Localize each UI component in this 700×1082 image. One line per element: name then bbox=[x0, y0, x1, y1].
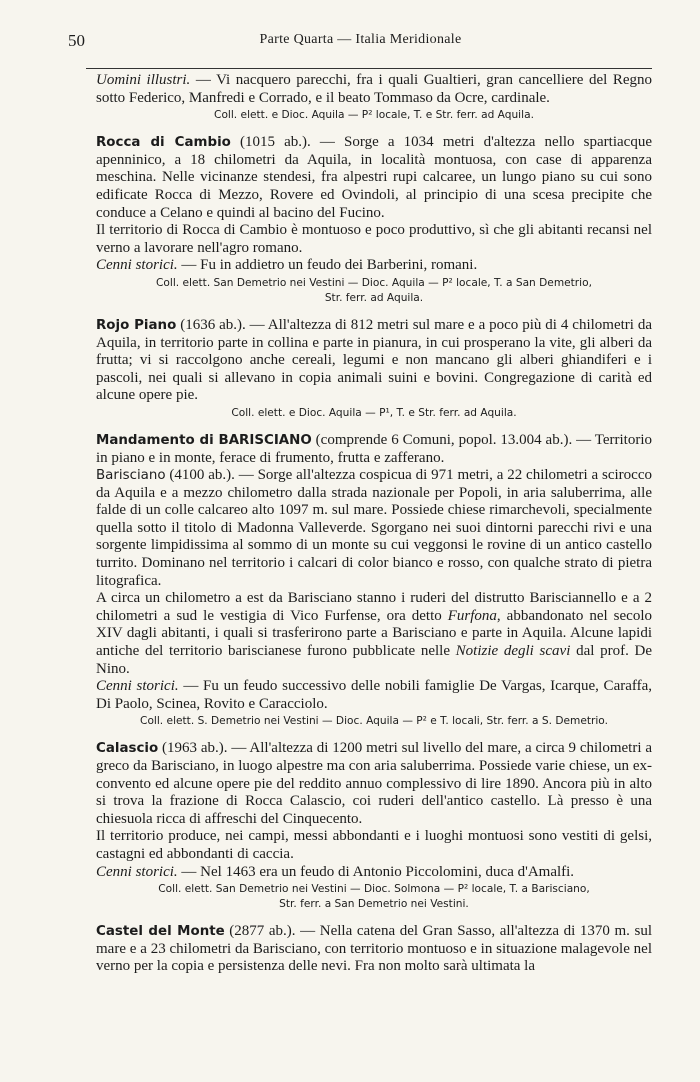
barisciano-entry: Barisciano (4100 ab.). — Sorge all'altezza cospicua di 971 metri, a 22 chilometri a scirocco da Aquila e a mezzo chilometro dalla strada nazionale per Popoli, in aria saluberrima, alle falde di un colle calcareo alto 1097 m. sul mare. Possiede chiese rimarchevoli, specialmente quella sotto il titolo di Madonna Valleverde. Sgorgano nei suoi dintorni parecchi rivi e una sorgente limpidissima al sommo di un monte su cui veggonsi le rovine di un antico castello turrito. Dominano nel territorio i calcari di color bianco e rosso, con qualche strato di pietra litografica. bbox=[96, 467, 652, 589]
rocca-territorio-paragraph: Il territorio di Rocca di Cambio è montuoso e poco produttivo, sì che gli abitanti recansi nel verno a lavorare nell'agro romano. bbox=[96, 222, 652, 256]
calascio-name: Calascio bbox=[96, 741, 159, 757]
uomini-label: Uomini illustri. bbox=[96, 72, 191, 88]
barisciano-note: Coll. elett. S. Demetrio nei Vestini — Dioc. Aquila — P² e T. locali, Str. ferr. a S. Demetrio. bbox=[140, 715, 608, 728]
uomini-illustri-paragraph: Uomini illustri. — Vi nacquero parecchi, fra i quali Gualtieri, gran cancelliere del Regno sotto Federico, Manfredi e Corrado, e il beato Tommaso da Ocre, cardinale. bbox=[96, 72, 652, 106]
calascio-territorio-paragraph: Il territorio produce, nei campi, messi abbondanti e i luoghi montuosi sono vestiti di gelsi, castagni ed abbondanti di caccia. bbox=[96, 828, 652, 862]
rojo-piano-entry: Rojo Piano (1636 ab.). — All'altezza di 812 metri sul mare e a poco più di 4 chilometri da Aquila, in territorio parte in collina e parte in pianura, in cui prosperano la vite, gli alberi da frutta; vi si raccolgono anche cereali, legumi e non mancano gli alberi ghiandiferi e i pascoli, nei quali si allevano in copia animali suini e bovini. Congregazione di carità ed alcune opere pie. bbox=[96, 316, 652, 404]
rocca-note: Coll. elett. San Demetrio nei Vestini — Dioc. Aquila — P² locale, T. a San Demetrio, Str. ferr. ad Aquila. bbox=[156, 276, 592, 304]
uomini-note: Coll. elett. e Dioc. Aquila — P² locale, T. e Str. ferr. ad Aquila. bbox=[214, 109, 534, 122]
castel-del-monte-name: Castel del Monte bbox=[96, 924, 225, 940]
running-title: Parte Quarta — Italia Meridionale bbox=[259, 32, 462, 47]
barisciano-name: Barisciano bbox=[96, 468, 166, 484]
rocca-cenni-storici: Cenni storici. — Fu in addietro un feudo dei Barberini, romani. bbox=[96, 257, 478, 274]
page-number: 50 bbox=[68, 31, 85, 50]
mandamento-name: BARISCIANO bbox=[218, 432, 312, 448]
calascio-cenni-storici: Cenni storici. — Nel 1463 era un feudo di Antonio Piccolomini, duca d'Amalfi. bbox=[96, 863, 575, 880]
calascio-entry: Calascio (1963 ab.). — All'altezza di 1200 metri sul livello del mare, a circa 9 chilometri a greco da Barisciano, in luogo alpestre ma con aria saluberrima. Possiede varie chiese, un ex-convento ed alcune opere pie del reddito annuo complessivo di lire 1890. Ancora più in alto si trova la frazione di Rocca Calascio, coi ruderi dell'antico castello. Là presso è una chiesuola ricca di affreschi del Cinquecento. bbox=[96, 740, 652, 827]
header-rule bbox=[86, 68, 652, 69]
page-body bbox=[96, 72, 652, 976]
rocca-di-cambio-name: Rocca di Cambio bbox=[96, 135, 231, 151]
calascio-note: Coll. elett. San Demetrio nei Vestini — Dioc. Solmona — P² locale, T. a Barisciano, Str. ferr. a San Demetrio nei Vestini. bbox=[158, 883, 590, 911]
page-header bbox=[68, 29, 653, 51]
barisciano-ruderi-paragraph: A circa un chilometro a est da Barisciano stanno i ruderi del distrutto Barisciannello e a 2 chilometri a sud le vestigia di Vico Furfense, ora detto Furfona, abbandonato nel secolo XIV dagli abitanti, i quali si trasferirono parte a Barisciano e parte in Aquila. Alcune lapidi antiche del territorio bariscianese furono pubblicate nelle Notizie degli scavi dal prof. De Nino. bbox=[96, 590, 652, 677]
mandamento-entry: Mandamento di BARISCIANO (comprende 6 Comuni, popol. 13.004 ab.). — Territorio in piano e in monte, ferace di frumento, frutta e zafferano. bbox=[96, 431, 652, 466]
castel-del-monte-entry: Castel del Monte (2877 ab.). — Nella catena del Gran Sasso, all'altezza di 1370 m. sul mare e a 23 chilometri da Barisciano, con territorio montuoso e in situazione malagevole nel verno per la copia e persistenza delle nevi. Fra non molto sarà ultimata la bbox=[96, 923, 652, 975]
rojo-note: Coll. elett. e Dioc. Aquila — P¹, T. e Str. ferr. ad Aquila. bbox=[231, 406, 517, 419]
rojo-piano-name: Rojo Piano bbox=[96, 317, 177, 333]
rocca-di-cambio-entry: Rocca di Cambio (1015 ab.). — Sorge a 1034 metri d'altezza nello spartiacque apenninico, a 18 chilometri da Aquila, in località montuosa, con case di apparenza meschina. Nelle vicinanze stendesi, fra alpestri rupi calcaree, un lungo piano su cui sono edificate Rocca di Mezzo, Rovere ed Ovindoli, al principio di una scesa precipite che conduce a Celano e quindi al bacino del Fucino. bbox=[96, 134, 652, 221]
barisciano-cenni-storici: Cenni storici. — Fu un feudo successivo delle nobili famiglie De Vargas, Icarque, Caraffa, Di Paolo, Scinea, Rovito e Caracciolo. bbox=[96, 678, 653, 712]
